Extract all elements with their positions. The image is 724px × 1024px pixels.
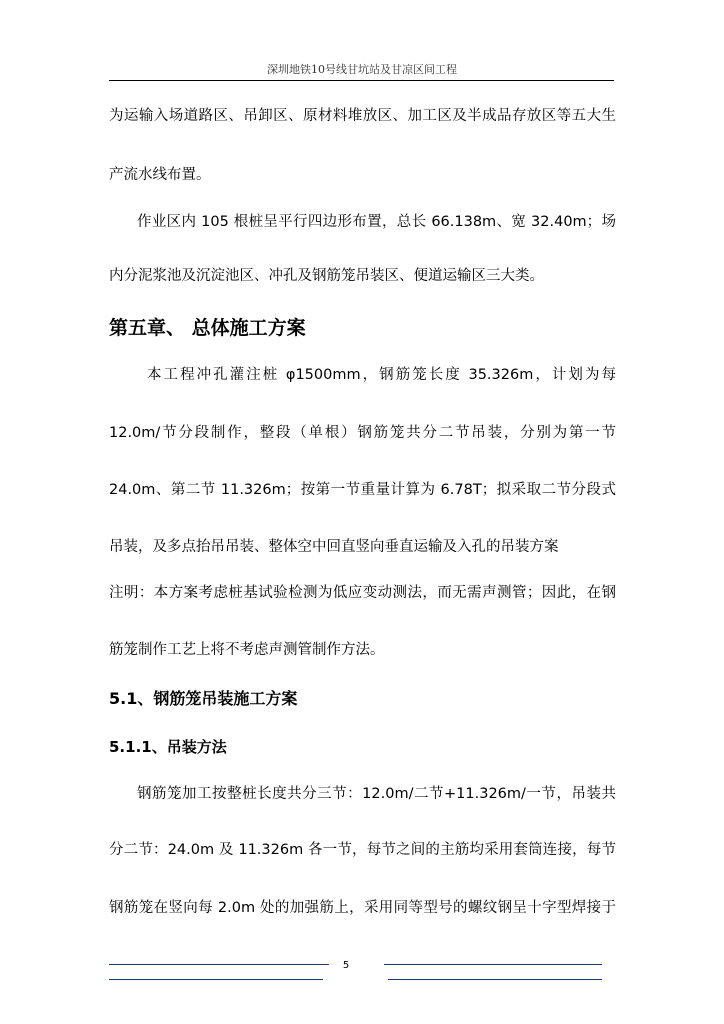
- chapter-heading: 第五章、 总体施工方案: [109, 317, 306, 339]
- paragraph-line: 内分泥浆池及沉淀池区、冲孔及钢筋笼吊装区、便道运输区三大类。: [109, 268, 544, 284]
- paragraph-line: 12.0m/节分段制作，整段（单根）钢筋笼共分二节吊装，分别为第一节: [109, 425, 616, 441]
- paragraph-line: 产流水线布置。: [109, 167, 211, 183]
- paragraph-line: 分二节：24.0m 及 11.326m 各一节，每节之间的主筋均采用套筒连接，每节: [109, 842, 616, 858]
- section-heading: 5.1、钢筋笼吊装施工方案: [109, 689, 298, 708]
- paragraph-line: 钢筋笼加工按整桩长度共分三节：12.0m/二节+11.326m/一节，吊装共: [137, 786, 616, 802]
- footer-rule-left-bottom: [109, 979, 323, 980]
- footer-rule-right-bottom: [388, 979, 602, 980]
- paragraph-line: 吊装，及多点抬吊吊装、整体空中回直竖向垂直运输及入孔的吊装方案: [109, 539, 559, 555]
- header-rule: [109, 80, 614, 81]
- paragraph-line: 为运输入场道路区、吊卸区、原材料堆放区、加工区及半成品存放区等五大生: [109, 108, 616, 124]
- paragraph-line: 钢筋笼在竖向每 2.0m 处的加强筋上，采用同等型号的螺纹钢呈十字型焊接于: [109, 900, 616, 916]
- paragraph-line: 24.0m、第二节 11.326m；按第一节重量计算为 6.78T；拟采取二节分段式: [109, 482, 616, 498]
- paragraph-line: 作业区内 105 根桩呈平行四边形布置，总长 66.138m、宽 32.40m；场: [137, 214, 616, 230]
- note-line: 筋笼制作工艺上将不考虑声测管制作方法。: [109, 642, 385, 658]
- footer-rule-right-top: [384, 964, 602, 965]
- footer-rule-left-top: [109, 964, 329, 965]
- page-header-title: 深圳地铁10号线甘坑站及甘凉区间工程: [267, 63, 457, 76]
- paragraph-line: 本工程冲孔灌注桩 φ1500mm，钢筋笼长度 35.326m，计划为每: [147, 367, 616, 383]
- subsection-heading: 5.1.1、吊装方法: [109, 738, 227, 756]
- note-line: 注明：本方案考虑桩基试验检测为低应变动测法，而无需声测管；因此，在钢: [109, 585, 616, 601]
- page-number: 5: [342, 960, 350, 971]
